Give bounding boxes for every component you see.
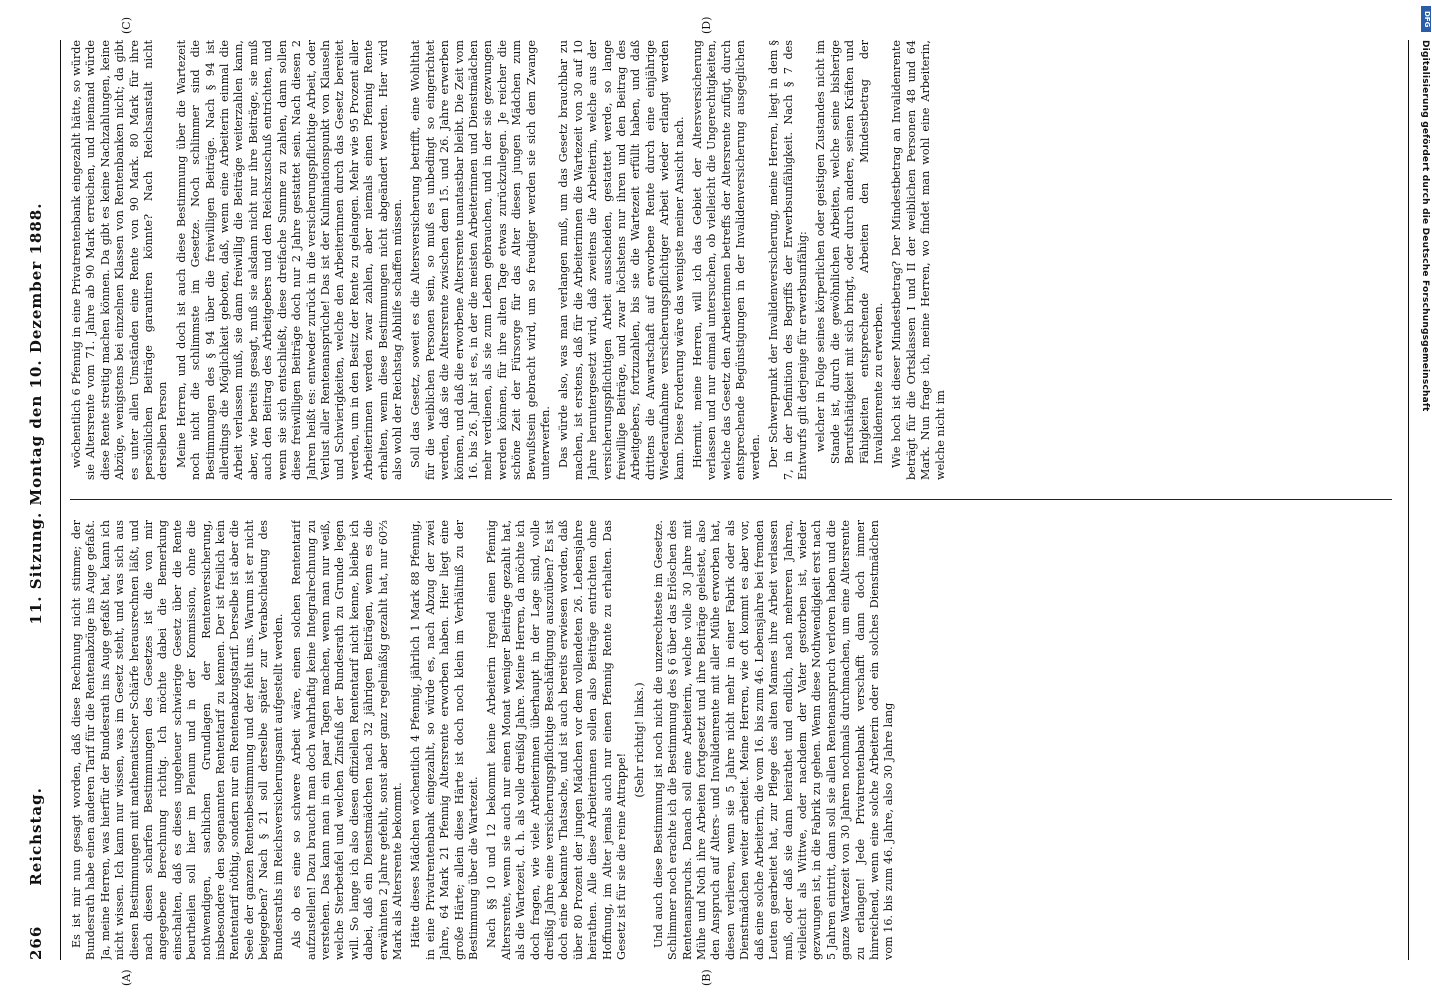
left-column [70,520,1392,960]
margin-mark-d: (D) [700,16,713,34]
dfg-logo: DFG [1421,6,1431,32]
paragraph: Der Schwerpunkt der Invalidenversicherung, meine Herren, liegt in dem § 7, in der Definition des Begriffs der Erwerbsunfähigkeit. Nach § 7 des Entwurfs gilt derjenige für erwerbsunfähig: [767,40,809,480]
paragraph: Hiermit, meine Herren, will ich das Gebiet der Altersversicherung verlassen und nur einmal untersuchen, ob vielleicht die Ungerechtigkeiten, welche das Gesetz den Arbeiterinnen betreffs der Altersrente zufügt, durch entsprechende Begünstigungen in der Invalidenversicherung ausgeglichen werden. [691,40,762,480]
header-rule [60,40,61,960]
paragraph: Das würde also, was man verlangen muß, um das Gesetz brauchbar zu machen, ist erstens, daß für die Arbeiterinnen die Wartezeit von 30 auf 10 Jahre heruntergesetzt wird, daß zweitens die Arbeiterin, welche aus der versicherungspflichtigen Arbeit ausscheiden, gestattet werde, so lange freiwillige Beiträge, und zwar höchstens nur ihren und den Beitrag des Arbeitgebers, fortzuzahlen, bis sie die Wartezeit erfüllt haben, und daß drittens die Anwartschaft auf erworbene Rente durch eine einjährige Wiederaufnahme versicherungspflichtiger Arbeit wieder erlangt werden kann. Diese Forderung wäre das wenigste meiner Ansicht nach. [557,40,686,480]
header-title: 11. Sitzung. Montag den 10. Dezember 1888. [27,202,45,625]
quotation: welcher in Folge seines körperlichen oder geistigen Zustandes nicht im Stande ist, durch die gewöhnlichen Arbeiten, welche seine bisherige Berufsthätigkeit mit sich bringt, oder durch andere, seinen Kräften und Fähigkeiten entsprechende Arbeiten den Mindestbetrag der Invalidenrente zu erwerben. [814,40,885,464]
footer-rule [1408,40,1409,960]
paragraph: wöchentlich 6 Pfennig in eine Privatrentenbank eingezahlt hätte, so würde sie Altersrente vom 71. Jahre ab 90 Mark erreichen, und niemand würde diese Rente streitig machen können. Da gibt es keine Nachzahlungen, keine Abzüge, wenigstens bei einzelnen Klassen von Rentenbanken nicht; da gibt es unter allen Umständen eine Rente von 90 Mark. 80 Mark für ihre persönlichen Beiträge garantiren könnte? Nach Reichsanstalt nicht derselben Person [70,40,170,480]
paragraph: Es ist mir nun gesagt worden, daß diese Rechnung nicht stimme; der Bundesrath habe einen anderen Tarif für die Rentenabzüge ins Auge gefaßt. Ja, meine Herren, was hierfür der Bundesrath ins Auge gefaßt hat, kann ich nicht wissen. Ich kann nur wissen, was im Gesetz steht, und was sich aus diesen Bestimmungen mit mathematischer Schärfe herausrechnen läßt, und nach diesen scharfen Bestimmungen des Gesetzes ist die von mir angegebene Berechnung richtig. Ich möchte dabei die Bemerkung einschalten, daß es dieses ungeheuer schwierige Gesetz über die Rente beurtheilen soll hier im Plenum und in der Kommission, ohne die nothwendigen, sachlichen Grundlagen der Rentenversicherung, insbesondere den sogenannten Rententarif zu kennen. Der ist freilich kein Rententarif nöthig, sondern nur ein Rentenabzugstarif. Derselbe ist aber die Seele der ganzen Rentenbestimmung und der fehlt uns. Warum ist er nicht beigegeben? Nach § 21 soll derselbe später zur Verabschiedung des Bundesraths im Reichsversicherungsamt aufgestellt werden. [70,520,285,960]
column-divider [70,499,1392,500]
paragraph: Hätte dieses Mädchen wöchentlich 4 Pfennig, jährlich 1 Mark 88 Pfennig, in eine Privatrentenbank eingezahlt, so würde es, nach Abzug der zwei Jahre, 64 Mark 21 Pfennig Altersrente erworben haben. Hier liegt eine große Härte; allein diese Härte ist doch noch klein im Verhältniß zu der Bestimmung über die Wartezeit. [409,520,480,960]
paragraph: Wie hoch ist dieser Mindestbetrag? Der Mindestbetrag an Invalidenrente beträgt für die Ortsklassen I und II der weiblichen Personen 48 und 64 Mark. Nun frage ich, meine Herren, wo findet man wohl eine Arbeiterin, welche nicht im [890,40,947,480]
paragraph: Soll das Gesetz, soweit es die Altersversicherung betrifft, eine Wohlthat für die weiblichen Personen sein, so muß es unbedingt so eingerichtet werden, daß sie die Altersrente zwischen dem 15. und 26. Jahre erwerben können, und daß die erworbene Altersrente unantastbar bleibt. Die Zeit vom 16. bis 26. Jahr ist es, in der die meisten Arbeiterinnen und Dienstmädchen mehr verdienen, als sie zum Leben gebrauchen, und in der sie gezwungen werden können, für ihre alten Tage etwas zurückzulegen. Je reicher die schöne Zeit der Fürsorge für das Alter diesen jungen Mädchen zum Bewußtsein gebracht wird, um so freudiger werden sie sich dem Zwange unterwerfen. [409,40,552,480]
interjection: (Sehr richtig! links.) [633,682,647,798]
margin-mark-b: (B) [700,969,713,986]
page-header [16,40,56,960]
paragraph: Und auch diese Bestimmung ist noch nicht die unzerechteste im Gesetze. Schlimmer noch erachte ich die Bestimmung des § 6 über das Erlöschen des Rentenanspruchs. Danach soll eine Arbeiterin, welche volle 30 Jahre mit Mühe und Noth ihre Arbeiten fortgesetzt und ihre Beiträge geleistet, also den Anspruch auf Alters- und Invalidenrente mit aller Mühe erworben hat, diesen verlieren, wenn sie 5 Jahre nicht mehr in einer Fabrik oder als Dienstmädchen weiter arbeitet. Meine Herren, wie oft kommt es aber vor, daß eine solche Arbeiterin, die vom 16. bis zum 46. Lebensjahre bei fremden Leuten gearbeitet hat, zur Pflege des alten Mannes ihre Arbeit verlassen muß, oder daß sie dann heirathet und endlich, nach mehreren Jahren, vielleicht als Wittwe, oder nachdem der Vater gestorben ist, wieder gezwungen ist, in die Fabrik zu gehen. Wenn diese Nothwendigkeit erst nach 5 Jahren eintritt, dann soll sie allen Rentenanspruch verloren haben und die ganze Wartezeit von 30 Jahren nochmals durchmachen, um eine Altersrente zu erlangen! Jede Privatrentenbank verschafft dann doch immer hinreichend, wenn eine solche Arbeiterin oder ein solches Dienstmädchen vom 16. bis zum 46. Jahre, also 30 Jahre lang [651,520,896,960]
header-section: Reichstag. [27,787,45,886]
margin-mark-a: (A) [120,969,133,986]
margin-mark-c: (C) [120,17,133,34]
paragraph: Als ob es eine so schwere Arbeit wäre, einen solchen Rententarif aufzustellen! Dazu braucht man doch wahrhaftig keine Integralrechnung zu verstehen. Das kann man in ein paar Tagen machen, wenn man nur weiß, welche Sterbetafel und welchen Zinsfuß der Bundesrath zu Grunde legen will. So lange ich also diesen offiziellen Rententarif nicht kenne, bleibe ich dabei, daß ein Dienstmädchen nach 32 jährigen Beiträgen, wenn es die erwähnten 2 Jahre gefehlt, sonst aber ganz regelmäßig gezahlt hat, nur 60⅔ Mark als Altersrente bekommt. [290,520,404,960]
right-column [70,40,1392,480]
digitization-credit: Digitalisierung gefördert durch die Deutsche Forschungsgemeinschaft [1420,40,1430,412]
paragraph: Meine Herren, und doch ist auch diese Bestimmung über die Wartezeit noch nicht die schlimmste im Gesetze. Noch schlimmer sind die Bestimmungen des § 94 über die freiwilligen Beiträge. Nach § 94 ist allerdings die Möglichkeit geboten, daß, wenn eine Arbeiterin einmal die Arbeit verlassen muß, sie dann freiwillig die Beiträge weiterzahlen kann, aber, wie bereits gesagt, muß sie alsdann nicht nur ihre Beiträge, sie muß auch den Beitrag des Arbeitgebers und den Reichszuschuß entrichten, und wenn sie sich entschließt, diese dreifache Summe zu zahlen, dann sollen diese freiwilligen Beiträge doch nur 2 Jahre gestattet sein. Nach diesen 2 Jahren heißt es: entweder zurück in die versicherungspflichtige Arbeit, oder Verlust aller Rentenansprüche! Das ist der Kulminationspunkt von Klauseln und Schwierigkeiten, welche den Arbeiterinnen durch das Gesetz bereitet werden, um in den Besitz der Rente zu gelangen. Mehr wie 95 Prozent aller Arbeiterinnen werden zwar zahlen, aber niemals einen Pfennig Rente erhalten, wenn diese Bestimmungen nicht abgeändert werden. Hier wird also wohl der Reichstag Abhilfe schaffen müssen. [174,40,404,480]
page-number: 266 [27,925,45,960]
paragraph: Nach §§ 10 und 12 bekommt keine Arbeiterin irgend einen Pfennig Altersrente, wenn sie auch nur einen Monat weniger Beiträge gezahlt hat, als die Wartezeit, d. h. als volle dreißig Jahre. Meine Herren, da möchte ich doch fragen, wie viele Arbeiterinnen überhaupt in der Lage sind, volle dreißig Jahre eine versicherungspflichtige Beschäftigung auszuüben? Es ist doch eine bekannte Thatsache, und ist auch bereits erwiesen worden, daß über 80 Prozent der jungen Mädchen vor dem vollendeten 26. Lebensjahre heirathen. Alle diese Arbeiterinnen sollen also Beiträge entrichten ohne Hoffnung, im Alter jemals auch nur einen Pfennig Rente zu erhalten. Das Gesetz ist für sie die reine Attrappe! [485,520,629,960]
